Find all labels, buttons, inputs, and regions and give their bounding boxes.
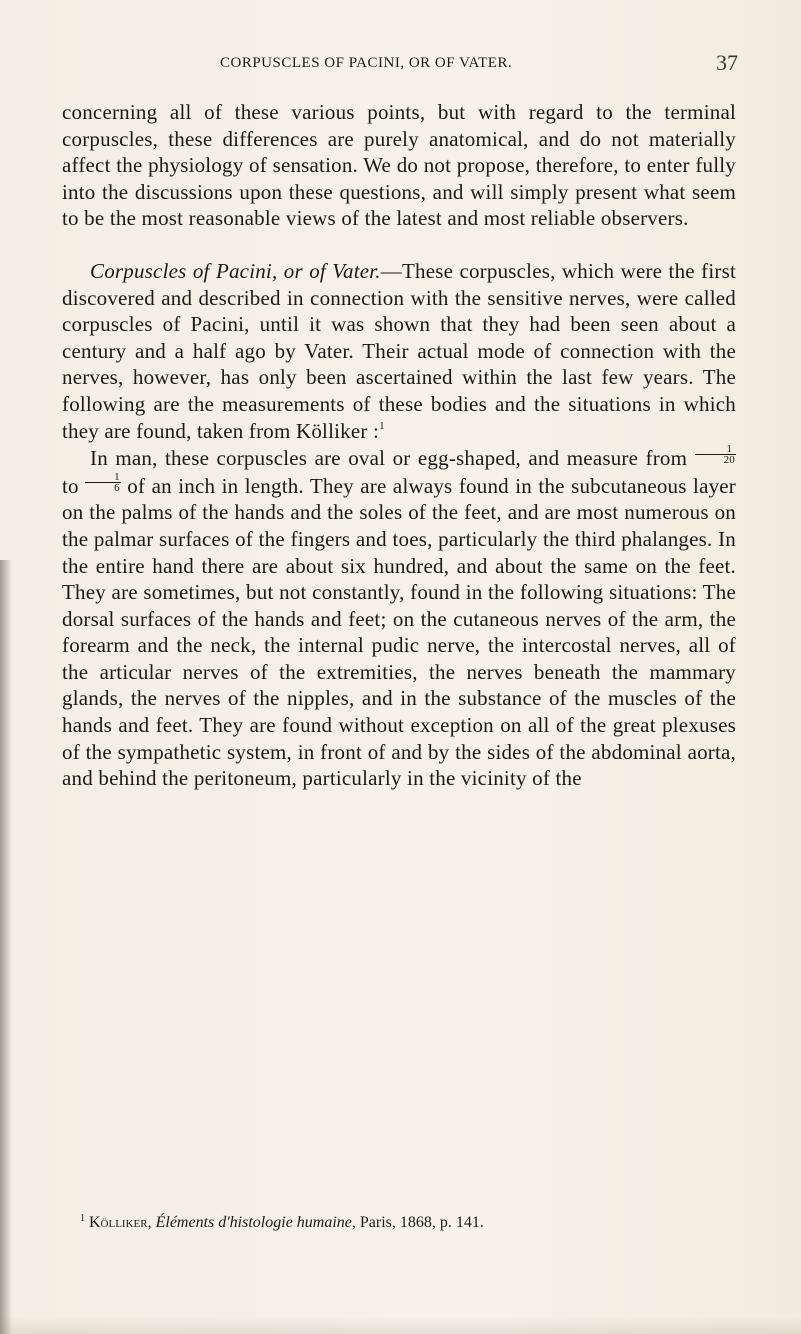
running-header: CORPUSCLES OF PACINI, OR OF VATER.	[220, 55, 513, 71]
paragraph-1: concerning all of these various points, but with regard to the terminal corpuscles, these differences are purely anatomical, and do not materially affect the physiology of sensation. We do not propose, therefore, to enter fully into the discussions upon these questions, and will simply present what seem to be the most reasonable views of the latest and most reliable observers.	[62, 100, 736, 231]
fraction-one-sixth	[85, 472, 121, 493]
footnote-citation: , Paris, 1868, p. 141.	[351, 1214, 484, 1231]
footnote	[80, 1214, 740, 1232]
paragraph-2-text: —These corpuscles, which were the first discovered and described in connection with the sensitive nerves, were called corpuscles of Pacini, until it was shown that they had been seen about a century and a half ago by Vater. Their actual mode of connection with the nerves, however, has only been ascertained within the last few years. The following are the measurements of these bodies and the situations in which they are found, taken from Kölliker :	[62, 258, 736, 443]
fraction-numerator: 1	[695, 444, 736, 455]
footnote-marker: 1	[80, 1213, 85, 1224]
binding-shadow	[0, 560, 12, 1334]
body-text	[62, 99, 736, 792]
page-number: 37	[716, 50, 738, 75]
paragraph-3-intro: In man, these corpuscles are oval or egg-shaped, and measure from	[90, 446, 695, 471]
footnote-reference: 1	[379, 419, 385, 432]
paragraph-2	[62, 258, 736, 444]
paragraph-3-text: of an inch in length. They are always found in the subcutaneous layer on the palms of the hands and the soles of the feet, and are most numerous on the palmar surfaces of the fingers and toes, particularly the third phalanges. In the entire hand there are about six hundred, and about the same on the feet. They are sometimes, but not constantly, found in the following situations: The dorsal surfaces of the hands and feet; on the cutaneous nerves of the arm, the forearm and the neck, the internal pudic nerve, the intercostal nerves, all of the articular nerves of the extremities, the nerves beneath the mammary glands, the nerves of the nipples, and in the substance of the muscles of the hands and feet. They are found without exception on all of the great plexuses of the sympathetic system, in front of and by the sides of the abdominal aorta, and behind the peritoneum, particularly in the vicinity of the	[62, 473, 736, 791]
paragraph-3-to: to	[62, 473, 86, 498]
page-edge-stain	[0, 1316, 801, 1334]
fraction-numerator: 1	[85, 472, 121, 483]
fraction-denominator: 20	[723, 454, 735, 467]
fraction-denominator: 6	[114, 481, 120, 494]
footnote-work-title: Éléments d'histologie humaine	[155, 1214, 352, 1231]
paragraph-3	[62, 444, 736, 792]
section-heading: Corpuscles of Pacini, or of Vater.	[90, 258, 381, 283]
footnote-comma: ,	[147, 1214, 156, 1231]
fraction-one-twentieth	[695, 444, 736, 465]
footnote-author: Kölliker	[89, 1214, 148, 1231]
